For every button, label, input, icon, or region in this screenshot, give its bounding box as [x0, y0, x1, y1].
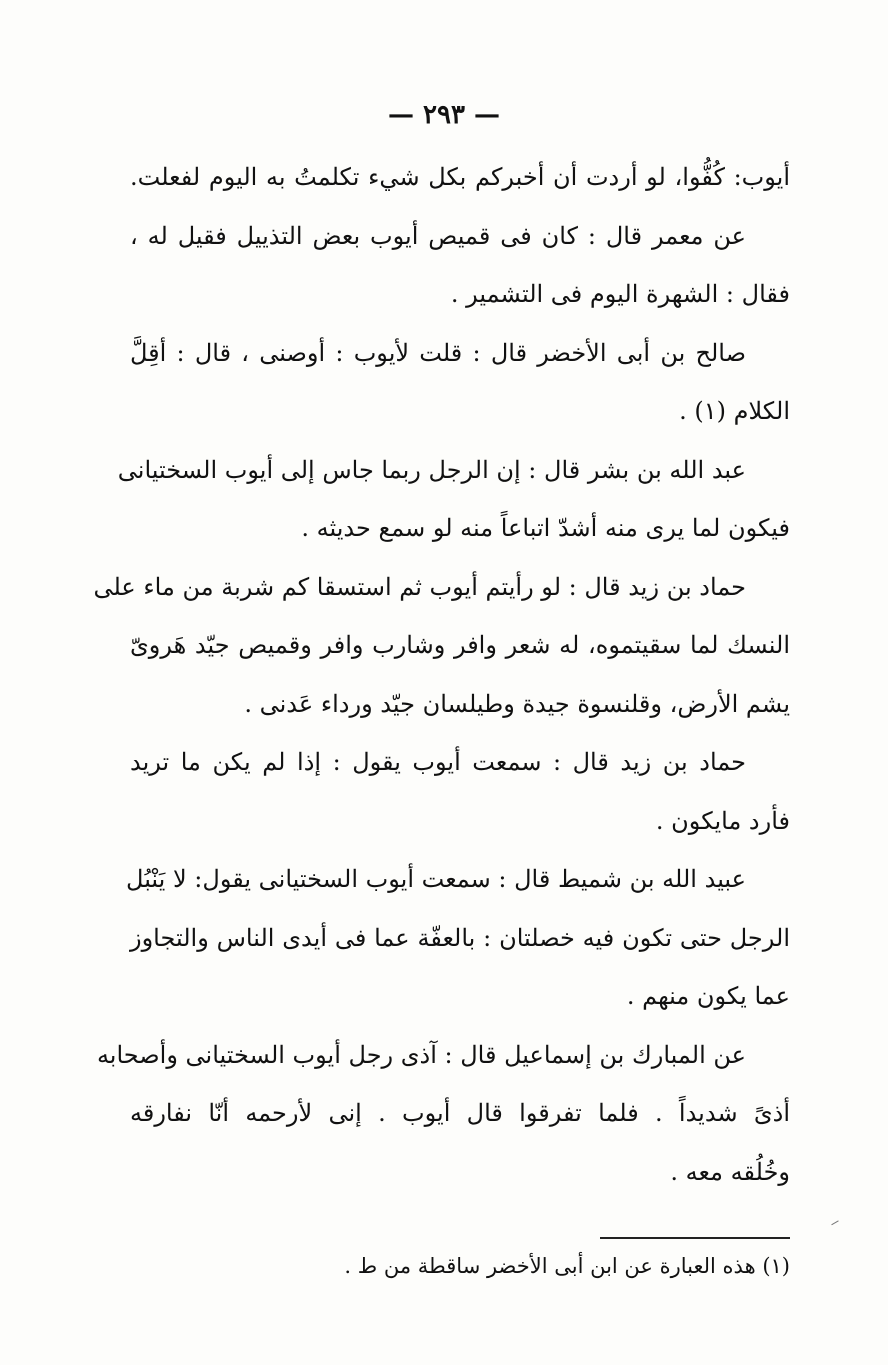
footnote-divider [600, 1237, 790, 1239]
text-line: عما يكون منهم . [626, 982, 790, 1010]
text-line: حماد بن زيد قال : لو رأيتم أيوب ثم استسقا كم شربة من ماء على [93, 572, 746, 601]
margin-mark [831, 1220, 840, 1228]
text-line: عبد الله بن بشر قال : إن الرجل ربما جاس إلى أيوب السختيانى [117, 455, 746, 484]
text-line: يشم الأرض، وقلنسوة جيدة وطيلسان جيّد ورداء عَدنى . [244, 689, 790, 718]
text-line: فأرد مايكون . [655, 806, 790, 835]
text-line: حماد بن زيد قال : سمعت أيوب يقول : إذا لم يكن ما تريد [130, 748, 746, 776]
text-line: عن معمر قال : كان فى قميص أيوب بعض التذييل فقيل له ، [130, 221, 746, 250]
text-line: الكلام (١) . [679, 397, 790, 425]
text-line: عبيد الله بن شميط قال : سمعت أيوب السختيانى يقول: لا يَنْبُل [126, 865, 746, 893]
body-text [93, 148, 790, 1201]
text-line: صالح بن أبى الأخضر قال : قلت لأيوب : أوصنى ، قال : أقِلَّ [130, 338, 746, 367]
text-line: عن المبارك بن إسماعيل قال : آذى رجل أيوب السختيانى وأصحابه [96, 1040, 746, 1069]
text-line: أذىً شديداً . فلما تفرقوا قال أيوب . إنى لأرحمه أنّا نفارقه [130, 1099, 790, 1127]
text-line: الرجل حتى تكون فيه خصلتان : بالعفّة عما فى أيدى الناس والتجاوز [130, 923, 790, 952]
text-line: فيكون لما يرى منه أشدّ اتباعاً منه لو سمع حديثه . [301, 514, 790, 542]
page-number: — ٢٩٣ — [387, 100, 501, 130]
footnote: (١) هذه العبارة عن ابن أبى الأخضر ساقطة من ط . [344, 1254, 790, 1278]
text-line: النسك لما سقيتموه، له شعر وافر وشارب وافر وقميص جيّد هَروىّ [130, 631, 790, 659]
text-line: أيوب: كُفُّوا، لو أردت أن أخبركم بكل شيء تكلمتُ به اليوم لفعلت. [130, 163, 790, 191]
text-line: فقال : الشهرة اليوم فى التشمير . [450, 280, 790, 308]
text-line: وخُلُقه معه . [670, 1157, 790, 1186]
